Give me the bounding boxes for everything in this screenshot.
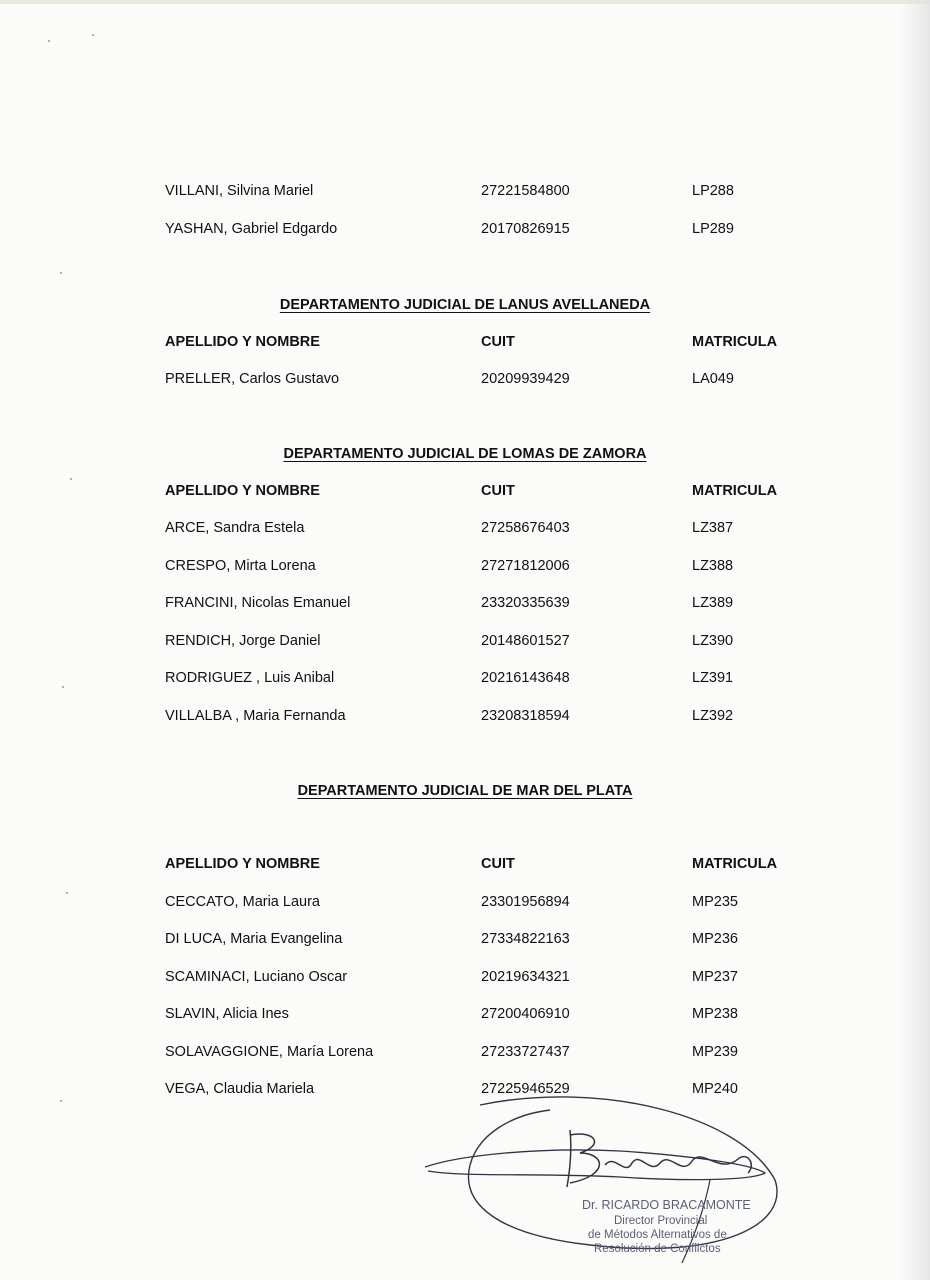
table-row <box>0 965 930 989</box>
row-matricula: LZ387 <box>692 520 734 536</box>
row-cuit: 20209939429 <box>481 371 570 387</box>
row-name: FRANCINI, Nicolas Emanuel <box>165 595 351 611</box>
row-matricula: MP240 <box>692 1081 738 1097</box>
row-cuit: 27334822163 <box>481 931 570 947</box>
table-row <box>0 591 930 615</box>
row-cuit: 20148601527 <box>481 633 570 649</box>
row-name: RODRIGUEZ , Luis Anibal <box>165 670 335 686</box>
stamp-dept-line2: Resolución de Conflictos <box>594 1243 721 1255</box>
header-name: APELLIDO Y NOMBRE <box>165 483 320 499</box>
row-matricula: LP288 <box>692 183 734 199</box>
signature-stamp <box>420 1085 790 1265</box>
table-row <box>0 704 930 728</box>
scan-speck <box>60 272 62 274</box>
section-title-lomas-de-zamora: DEPARTAMENTO JUDICIAL DE LOMAS DE ZAMORA <box>283 446 647 462</box>
row-matricula: LZ389 <box>692 595 734 611</box>
table-row <box>0 890 930 914</box>
row-name: PRELLER, Carlos Gustavo <box>165 371 340 387</box>
row-cuit: 23208318594 <box>481 708 570 724</box>
table-header <box>0 479 930 503</box>
row-name: VILLALBA , Maria Fernanda <box>165 708 346 724</box>
page-top-edge <box>0 0 930 4</box>
row-matricula: MP239 <box>692 1044 738 1060</box>
row-name: DI LUCA, Maria Evangelina <box>165 931 343 947</box>
row-matricula: LP289 <box>692 221 734 237</box>
header-cuit: CUIT <box>481 483 515 499</box>
header-cuit: CUIT <box>481 334 515 350</box>
row-name: SLAVIN, Alicia Ines <box>165 1006 289 1022</box>
scan-speck <box>92 34 94 36</box>
table-header <box>0 852 930 876</box>
row-matricula: MP236 <box>692 931 738 947</box>
row-matricula: LZ388 <box>692 558 734 574</box>
row-matricula: MP235 <box>692 894 738 910</box>
row-name: ARCE, Sandra Estela <box>165 520 305 536</box>
row-cuit: 23301956894 <box>481 894 570 910</box>
table-row <box>0 666 930 690</box>
table-row <box>0 516 930 540</box>
table-row <box>0 1002 930 1026</box>
header-matricula: MATRICULA <box>692 483 778 499</box>
table-row <box>0 554 930 578</box>
row-matricula: LA049 <box>692 371 734 387</box>
row-name: CECCATO, Maria Laura <box>165 894 320 910</box>
row-name: SCAMINACI, Luciano Oscar <box>165 969 348 985</box>
table-row <box>0 629 930 653</box>
table-row <box>0 927 930 951</box>
scan-speck <box>48 40 50 42</box>
row-matricula: LZ391 <box>692 670 734 686</box>
stamp-title: Director Provincial <box>614 1215 708 1227</box>
row-cuit: 27271812006 <box>481 558 570 574</box>
header-name: APELLIDO Y NOMBRE <box>165 334 320 350</box>
table-row <box>0 367 930 391</box>
row-matricula: LZ392 <box>692 708 734 724</box>
stamp-name: Dr. RICARDO BRACAMONTE <box>582 1198 751 1212</box>
row-name: VILLANI, Silvina Mariel <box>165 183 314 199</box>
row-cuit: 20216143648 <box>481 670 570 686</box>
row-cuit: 27200406910 <box>481 1006 570 1022</box>
row-cuit: 20219634321 <box>481 969 570 985</box>
row-matricula: MP237 <box>692 969 738 985</box>
row-matricula: MP238 <box>692 1006 738 1022</box>
row-cuit: 23320335639 <box>481 595 570 611</box>
row-name: VEGA, Claudia Mariela <box>165 1081 315 1097</box>
header-matricula: MATRICULA <box>692 856 778 872</box>
row-name: YASHAN, Gabriel Edgardo <box>165 221 338 237</box>
section-title-lanus-avellaneda: DEPARTAMENTO JUDICIAL DE LANUS AVELLANEDA <box>279 297 651 313</box>
row-name: RENDICH, Jorge Daniel <box>165 633 321 649</box>
header-matricula: MATRICULA <box>692 334 778 350</box>
row-cuit: 27233727437 <box>481 1044 570 1060</box>
table-row <box>0 217 930 241</box>
row-cuit: 20170826915 <box>481 221 570 237</box>
table-header <box>0 330 930 354</box>
row-cuit: 27221584800 <box>481 183 570 199</box>
header-cuit: CUIT <box>481 856 515 872</box>
table-row <box>0 1040 930 1064</box>
row-name: CRESPO, Mirta Lorena <box>165 558 316 574</box>
stamp-dept-line1: de Métodos Alternativos de <box>588 1229 727 1241</box>
header-name: APELLIDO Y NOMBRE <box>165 856 320 872</box>
row-name: SOLAVAGGIONE, María Lorena <box>165 1044 374 1060</box>
row-cuit: 27225946529 <box>481 1081 570 1097</box>
row-matricula: LZ390 <box>692 633 734 649</box>
row-cuit: 27258676403 <box>481 520 570 536</box>
section-title-mar-del-plata: DEPARTAMENTO JUDICIAL DE MAR DEL PLATA <box>297 783 633 799</box>
table-row <box>0 179 930 203</box>
